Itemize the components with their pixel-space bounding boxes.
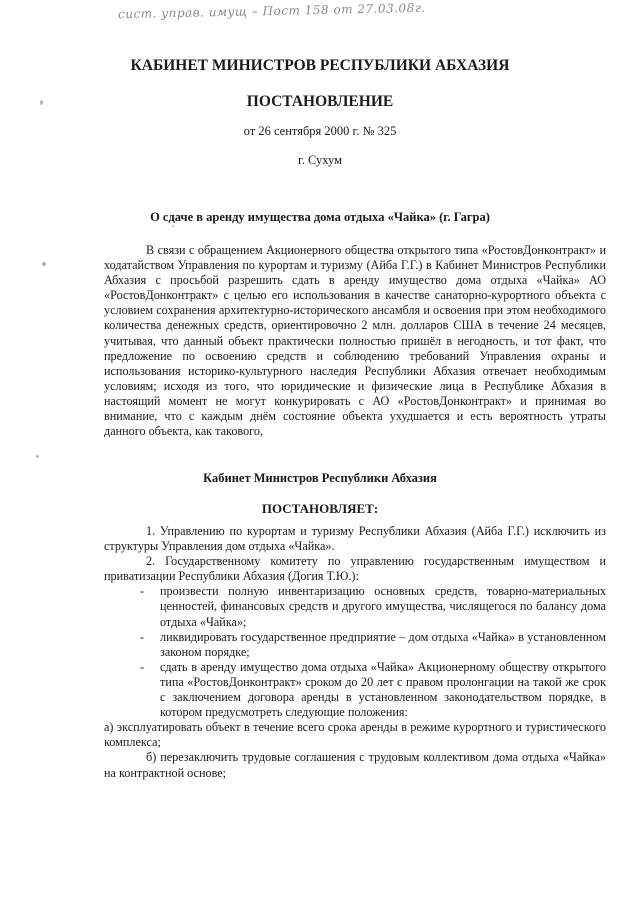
dash-item-3 [104,660,606,720]
preamble-paragraph: В связи с обращением Акционерного общества открытого типа «РостовДонконтракт» и ходатайством Управления по курортам и туризму (Айба Г.Г.) в Кабинет Министров Республики Абхазия с просьбой разрешить сдать в аренду имущество дома отдыха «Чайка» АО «РостовДонконтракт» с целью его использования в качестве санаторно-курортного объекта с условием сохранения архитектурно-исторического ансамбля и освоения при этом необходимого количества денежных средств, ориентировочно 2 млн. долларов США в течение 24 месяцев, учитывая, что данный объект практически полностью пришёл в негодность, и тот факт, что предложение по освоению средств и соблюдению требований Управления охраны и использования историко-культурного наследия Республики Абхазия отвечает необходимым условиям; исходя из того, что юридические и физические лица в Республике Абхазия в настоящий момент не могут конкурировать с АО «РостовДонконтракт» и принимая во внимание, что с каждым днём состояние объекта ухудшается и есть вероятность утраты данного объекта, как такового, [104,243,606,439]
dash-item-text: ликвидировать государственное предприятие – дом отдыха «Чайка» в установленном законом порядке; [160,629,606,659]
item-2: 2. Государственному комитету по управлению государственным имуществом и приватизации Республики Абхазия (Догия Т.Ю.): [104,554,606,584]
item-1: 1. Управлению по курортам и туризму Республики Абхазия (Айба Г.Г.) исключить из структуры Управления дом отдыха «Чайка». [104,524,606,554]
dash-item-text: сдать в аренду имущество дома отдыха «Чайка» Акционерному обществу открытого типа «РостовДонконтракт» сроком до 20 лет с правом пролонгации на такой же срок с заключением договора аренды в установленном законодательством порядке, в котором предусмотреть следующие положения: [160,659,606,720]
dash-marker: - [140,629,145,644]
document-date: от 26 сентября 2000 г. № 325 [243,124,397,138]
handwritten-note: сист. управ. имущ – Пост 158 от 27.03.08г. [117,0,426,22]
document-city: г. Сухум [297,153,342,167]
preamble-block [104,243,606,439]
dash-marker: - [140,659,145,674]
document-subject: О сдаче в аренду имущества дома отдыха «Чайка» (г. Гагра) [150,210,490,224]
decree-items [104,524,606,781]
sub-item-a: а) эксплуатировать объект в течение всего срока аренды в режиме курортного и туристического комплекса; [104,720,606,750]
scan-speck [172,225,174,227]
dash-item-text: произвести полную инвентаризацию основных средств, товарно-материальных ценностей, финансовых средств и другого имущества, числящегося по балансу дома отдыха «Чайка»; [160,584,606,629]
scan-speck [42,262,46,266]
sub-item-b: б) перезаключить трудовые соглашения с трудовым коллективом дома отдыха «Чайка» на контрактной основе; [104,750,606,780]
decree-heading: ПОСТАНОВЛЯЕТ: [261,501,379,516]
scan-speck [36,455,39,458]
issuer-heading: Кабинет Министров Республики Абхазия [203,471,437,485]
dash-marker: - [140,584,145,599]
ministry-title: КАБИНЕТ МИНИСТРОВ РЕСПУБЛИКИ АБХАЗИЯ [130,57,510,74]
dash-item-1 [104,584,606,629]
dash-item-2 [104,630,606,660]
document-type: ПОСТАНОВЛЕНИЕ [246,93,394,110]
scan-speck [40,100,43,105]
